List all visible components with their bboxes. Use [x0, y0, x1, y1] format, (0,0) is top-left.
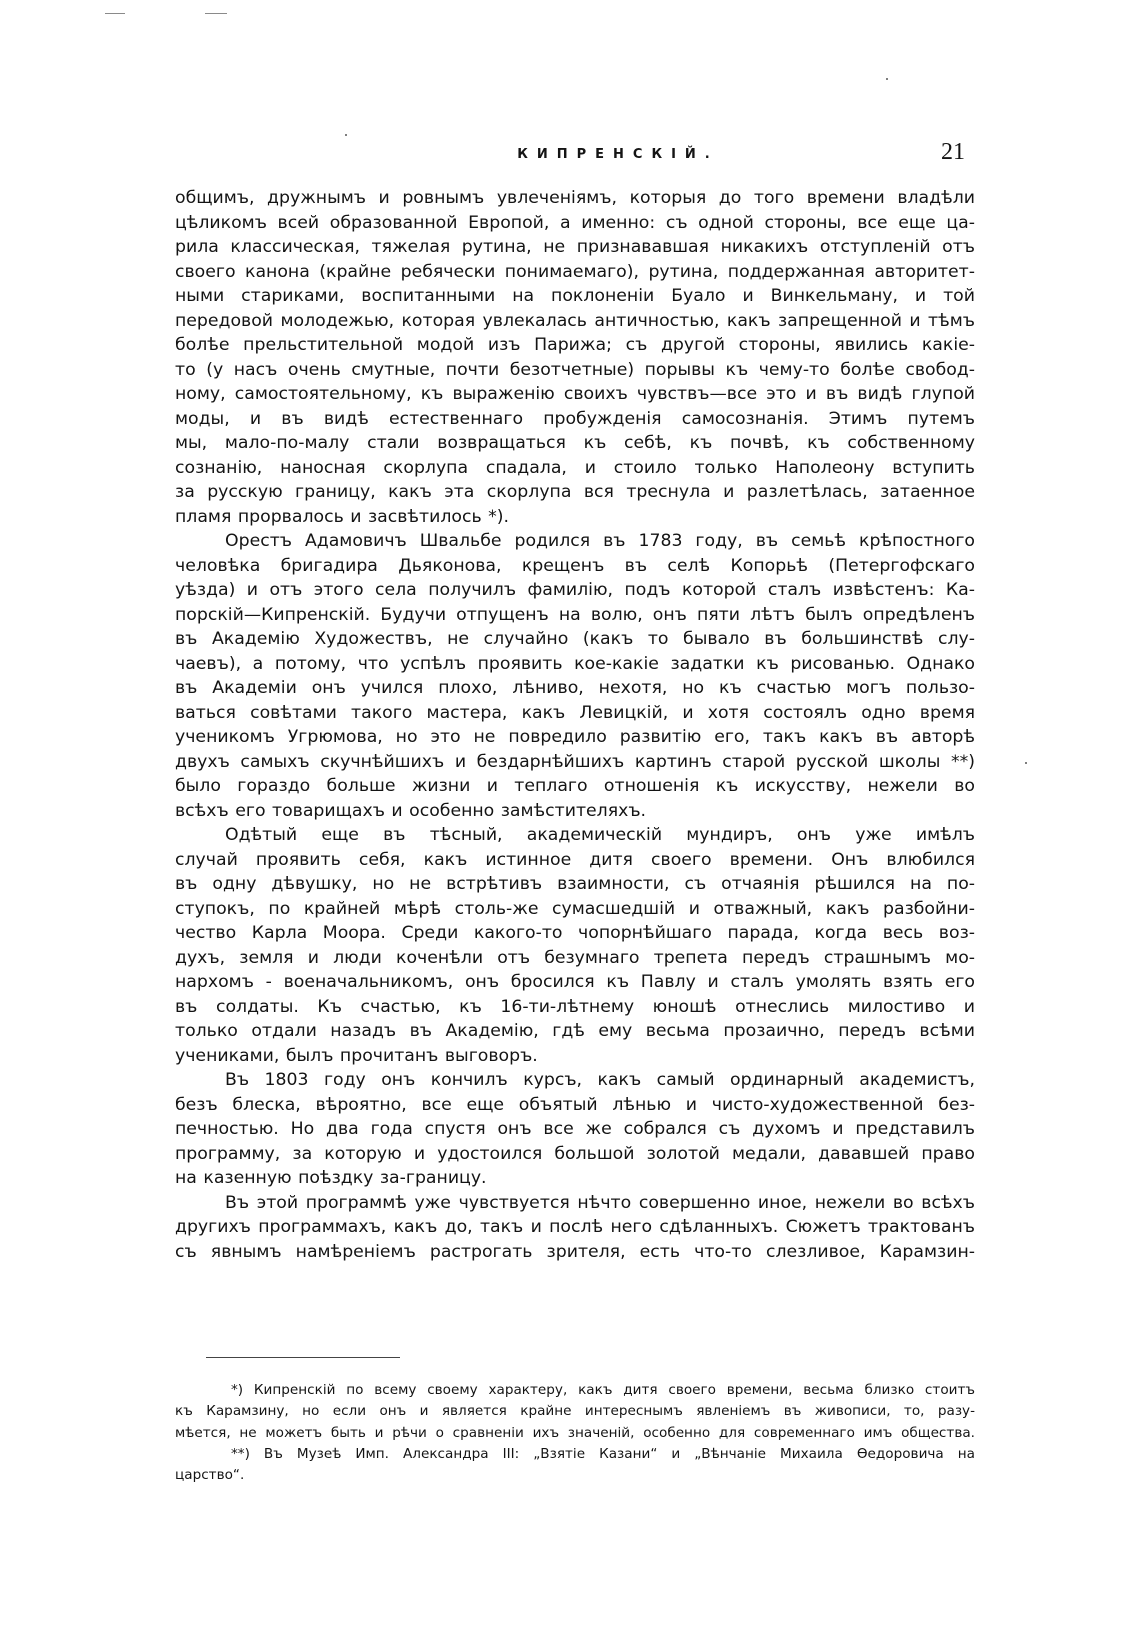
scan-artifact-line — [105, 13, 125, 14]
text-line: Орестъ Адамовичъ Швальбе родился въ 1783 году, въ семьѣ крѣпостного — [225, 531, 975, 551]
footnote-line: царство“. — [175, 1467, 245, 1484]
text-line: за русскую границу, какъ эта скорлупа вся треснула и разлетѣлась, затаенное — [175, 482, 975, 502]
text-line: рила классическая, тяжелая рутина, не признававшая никакихъ отступленій отъ — [175, 237, 975, 257]
paragraph-3 — [175, 823, 975, 1068]
paragraph-1 — [175, 186, 975, 529]
text-line: то (у насъ очень смутные, почти безотчетные) порывы къ чему-то болѣе свобод- — [175, 359, 975, 380]
scan-artifact-dot — [345, 134, 347, 136]
scan-artifact-line — [205, 13, 227, 14]
running-head — [175, 139, 965, 175]
text-line: печностью. Но два года спустя онъ все же собрался съ духомъ и представилъ — [175, 1119, 975, 1139]
text-line: другихъ программахъ, какъ до, такъ и послѣ него сдѣланныхъ. Сюжетъ трактованъ — [175, 1217, 975, 1237]
text-line: сознанію, наносная скорлупа спадала, и стоило только Наполеону вступить — [175, 457, 975, 478]
text-line: программу, за которую и удостоился большой золотой медали, дававшей право — [175, 1143, 975, 1164]
text-line: мы, мало-по-малу стали возвращаться къ себѣ, къ почвѣ, къ собственному — [175, 433, 975, 453]
footnote-line: *) Кипренскій по всему своему характеру, какъ дитя своего времени, весьма близко стоитъ — [231, 1382, 975, 1398]
text-line: съ явнымъ намѣреніемъ растрогать зрителя, есть что-то слезливое, Карамзин- — [175, 1241, 975, 1262]
text-line: было гораздо больше жизни и теплаго отношенія къ искусству, нежели во — [175, 776, 975, 796]
text-line: двухъ самыхъ скучнѣйшихъ и бездарнѣйшихъ картинъ старой русской школы **) — [175, 751, 975, 772]
text-line: въ одну дѣвушку, но не встрѣтивъ взаимности, съ отчаянія рѣшился на по- — [175, 874, 975, 894]
text-line: своего канона (крайне ребячески понимаемаго), рутина, поддержанная авторитет- — [175, 261, 975, 282]
text-line: въ Академію Художествъ, не случайно (какъ то бывало въ большинствѣ слу- — [175, 629, 975, 649]
paragraph-5 — [175, 1191, 975, 1265]
text-line: на казенную поѣздку за-границу. — [175, 1168, 487, 1188]
footnote-divider — [206, 1357, 400, 1358]
scan-artifact-dot — [886, 78, 888, 80]
footnote-1 — [175, 1380, 975, 1444]
text-line: цѣликомъ всей образованной Европой, а именно: съ одной стороны, все еще ца- — [175, 212, 975, 233]
page-number: 21 — [941, 139, 965, 165]
scan-artifact-dot — [1025, 762, 1027, 764]
footnotes — [175, 1380, 975, 1486]
text-line: моды, и въ видѣ естественнаго пробужденія самосознанія. Этимъ путемъ — [175, 408, 975, 429]
text-line: общимъ, дружнымъ и ровнымъ увлеченіямъ, которыя до того времени владѣли — [175, 188, 975, 208]
footnote-line: **) Въ Музеѣ Имп. Александра III: „Взятіе Казани“ и „Вѣнчаніе Михаила Ѳедоровича на — [231, 1445, 975, 1462]
footnote-line: мѣется, не можетъ быть и рѣчи о сравненіи ихъ значеній, особенно для современнаго имъ общества. — [175, 1424, 975, 1441]
footnote-2 — [175, 1444, 975, 1487]
text-line: ступокъ, по крайней мѣрѣ столь-же сумасшедшій и отважный, какъ разбойни- — [175, 898, 975, 919]
text-line: случай проявить себя, какъ истинное дитя своего времени. Онъ влюбился — [175, 849, 975, 870]
text-line: ному, самостоятельному, къ выраженію своихъ чувствъ—все это и въ видѣ глупой — [175, 384, 975, 404]
text-line: болѣе прельстительной модой изъ Парижа; съ другой стороны, явились какіе- — [175, 335, 975, 355]
text-line: учениками, былъ прочитанъ выговоръ. — [175, 1045, 538, 1066]
body-text — [175, 186, 975, 1264]
text-line: Одѣтый еще въ тѣсный, академическій мундиръ, онъ уже имѣлъ — [225, 825, 975, 845]
paragraph-4 — [175, 1068, 975, 1191]
text-line: безъ блеска, вѣроятно, все еще объятый лѣнью и чисто-художественной без- — [175, 1094, 975, 1115]
text-line: духъ, земля и люди коченѣли отъ безумнаго трепета передъ страшнымъ мо- — [175, 947, 975, 968]
text-line: уѣзда) и отъ этого села получилъ фамилію, подъ которой сталъ извѣстенъ: Ка- — [175, 580, 975, 600]
paragraph-2 — [175, 529, 975, 823]
text-line: ными стариками, воспитанными на поклоненіи Буало и Винкельману, и той — [175, 286, 975, 306]
text-line: передовой молодежью, которая увлекалась античностью, какъ запрещенной и тѣмъ — [175, 310, 975, 331]
text-line: Въ этой программѣ уже чувствуется нѣчто совершенно иное, нежели во всѣхъ — [225, 1192, 975, 1213]
text-line: всѣхъ его товарищахъ и особенно замѣстителяхъ. — [175, 800, 647, 821]
text-line: порскій—Кипренскій. Будучи отпущенъ на волю, онъ пяти лѣтъ былъ опредѣленъ — [175, 604, 975, 625]
text-line: пламя прорвалось и засвѣтилось *). — [175, 506, 510, 527]
text-line: ученикомъ Угрюмова, но это не повредило развитію его, такъ какъ въ авторѣ — [175, 727, 975, 747]
text-line: въ Академіи онъ учился плохо, лѣниво, нехотя, но къ счастью могъ пользо- — [175, 678, 975, 698]
footnote-line: къ Карамзину, но если онъ и является крайне интереснымъ явленіемъ въ живописи, то, разу- — [175, 1403, 975, 1420]
text-line: Въ 1803 году онъ кончилъ курсъ, какъ самый ординарный академистъ, — [225, 1070, 975, 1090]
running-title: КИПРЕНСКІЙ. — [517, 147, 719, 162]
text-line: нархомъ - военачальникомъ, онъ бросился къ Павлу и сталъ умолять взять его — [175, 972, 975, 992]
text-line: чаевъ), а потому, что успѣлъ проявить кое-какіе задатки къ рисованью. Однако — [175, 653, 975, 674]
text-line: ваться совѣтами такого мастера, какъ Левицкій, и хотя состоялъ одно время — [175, 702, 975, 723]
text-line: чество Карла Моора. Среди какого-то чопорнѣйшаго парада, когда весь воз- — [175, 923, 975, 943]
text-line: въ солдаты. Къ счастью, къ 16-ти-лѣтнему юношѣ отнеслись милостиво и — [175, 996, 975, 1017]
text-line: человѣка бригадира Дьяконова, крещенъ въ селѣ Копорьѣ (Петергофскаго — [175, 555, 975, 576]
text-line: только отдали назадъ въ Академію, гдѣ ему весьма прозаично, передъ всѣми — [175, 1021, 975, 1041]
